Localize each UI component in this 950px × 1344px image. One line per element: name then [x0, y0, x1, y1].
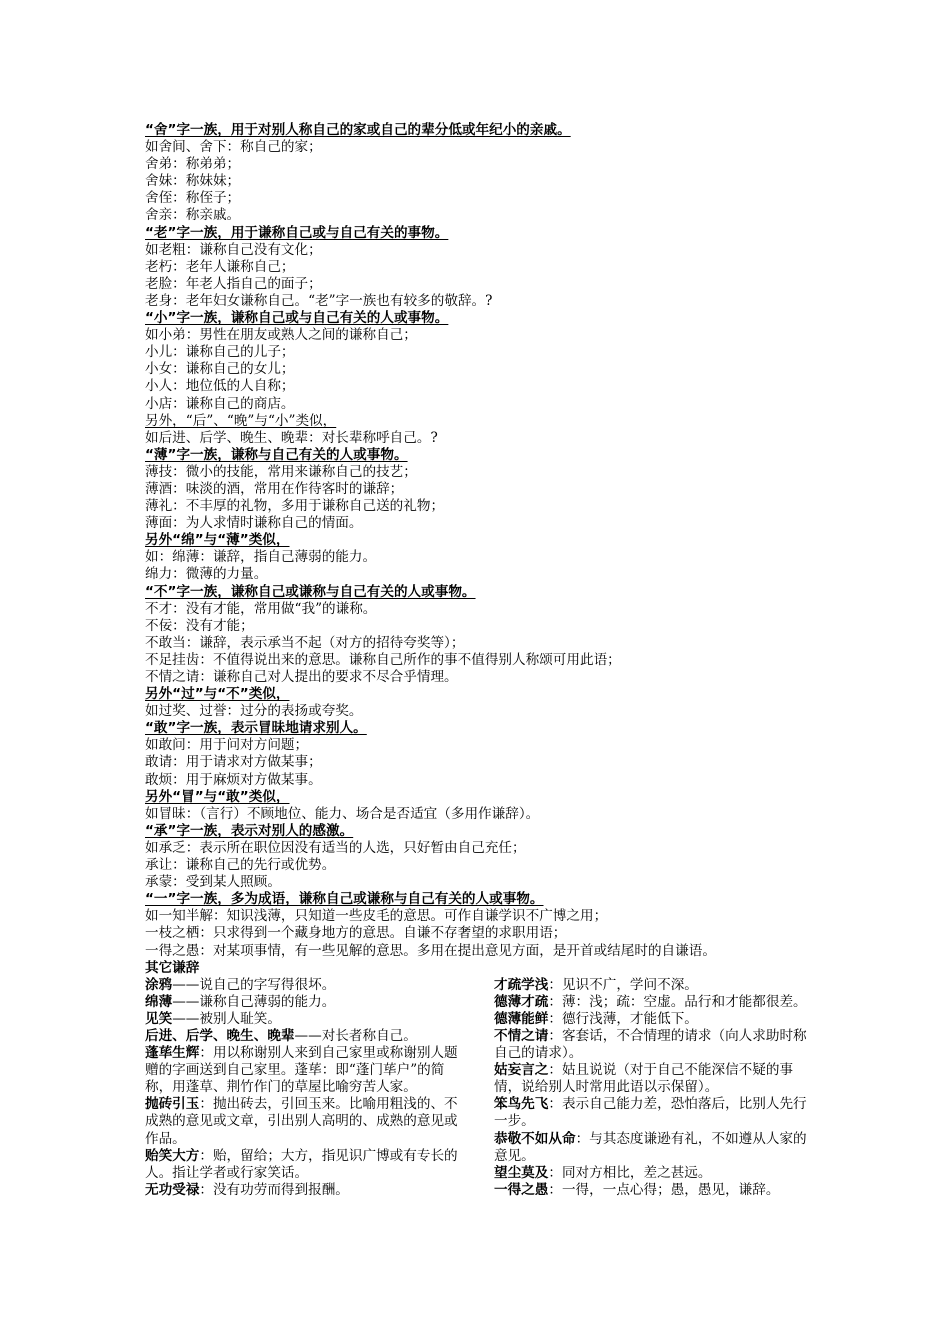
humble-word-definition: ：一得，一点心得；愚，愚见，谦辞。: [548, 1181, 780, 1198]
humble-word-term: 绵薄: [145, 993, 173, 1010]
document-body: [145, 122, 825, 1199]
humble-word-entry: [494, 1165, 814, 1182]
left-column: [145, 977, 465, 1199]
humble-word-definition: ：抛出砖去，引回玉来。比喻用粗浅的、不成熟的意见或文章，引出别人高明的、成熟的意见或作品。: [145, 1096, 458, 1147]
text-line: 不情之请：谦称自己对人提出的要求不尽合乎情理。: [145, 669, 458, 685]
humble-word-term: 蓬荜生辉: [145, 1045, 200, 1062]
right-column: [494, 977, 814, 1199]
humble-word-term: 无功受禄: [145, 1181, 200, 1198]
text-line: 不才：没有才能，常用做“我”的谦称。: [145, 600, 377, 617]
text-line: 不敢当：谦辞，表示承当不起（对方的招待夸奖等）；: [145, 634, 465, 651]
section-heading: “敢”字一族，表示冒昧地请求别人。: [145, 720, 367, 737]
other-humble-words-columns: [145, 977, 825, 1199]
humble-word-term: 贻笑大方: [145, 1147, 200, 1164]
humble-word-definition: ：姑且说说（对于自己不能深信不疑的事情，说给别人时常用此语以示保留）。: [494, 1062, 794, 1096]
text-line: 薄酒：味淡的酒，常用在作待客时的谦辞；: [145, 480, 404, 497]
humble-word-entry: [494, 1182, 814, 1199]
sub-heading: 另外“绵”与“薄”类似，: [145, 532, 290, 549]
text-line: 舍侄：称侄子；: [145, 190, 241, 207]
text-line: 如承乏：表示所在职位因没有适当的人选，只好暂由自己充任；: [145, 839, 526, 856]
text-line: 老脸：年老人指自己的面子；: [145, 275, 322, 292]
humble-word-term: 不情之请: [494, 1027, 549, 1044]
sub-heading: 另外，“后”、“晚”与“小”类似，: [145, 412, 337, 429]
humble-word-term: 见笑: [145, 1010, 173, 1027]
humble-word-entry: [145, 1096, 465, 1147]
humble-word-entry: [494, 1131, 814, 1165]
humble-word-entry: [494, 1062, 814, 1096]
text-line: 舍弟：称弟弟；: [145, 156, 241, 173]
text-line: 如后进、后学、晚生、晚辈：对长辈称呼自己。?: [145, 429, 438, 446]
humble-word-entry: [145, 1011, 465, 1028]
text-line: 舍妹：称妹妹；: [145, 173, 241, 190]
humble-word-term: 德薄能鲜: [494, 1010, 549, 1027]
humble-word-definition: ：见识不广，学问不深。: [548, 976, 698, 993]
text-line: 小儿：谦称自己的儿子；: [145, 344, 295, 361]
humble-word-definition: ——谦称自己薄弱的能力。: [172, 993, 336, 1010]
humble-word-term: 姑妄言之: [494, 1062, 549, 1079]
humble-word-entry: [494, 1028, 814, 1062]
humble-word-definition: ：表示自己能力差，恐怕落后，比别人先行一步。: [494, 1096, 807, 1130]
humble-word-term: 一得之愚: [494, 1181, 549, 1198]
text-line: 承让：谦称自己的先行或优势。: [145, 857, 336, 874]
humble-word-definition: ：德行浅薄，才能低下。: [548, 1010, 698, 1027]
section-heading: “不”字一族，谦称自己或谦称与自己有关的人或事物。: [145, 583, 476, 600]
humble-word-entry: [494, 994, 814, 1011]
section-heading: “一”字一族，多为成语，谦称自己或谦称与自己有关的人或事物。: [145, 891, 544, 908]
section-heading: “舍”字一族，用于对别人称自己的家或自己的辈分低或年纪小的亲戚。: [145, 122, 571, 138]
text-line: 如：绵薄：谦辞，指自己薄弱的能力。: [145, 549, 377, 566]
humble-word-definition: ：薄：浅；疏：空虚。品行和才能都很差。: [548, 993, 807, 1010]
text-line: 不足挂齿：不值得说出来的意思。谦称自己所作的事不值得别人称颂可用此语；: [145, 651, 621, 668]
text-line: 如老粗：谦称自己没有文化；: [145, 241, 322, 258]
humble-word-entry: [494, 977, 814, 994]
text-line: 如舍间、舍下：称自己的家；: [145, 139, 322, 156]
text-line: 如过奖、过誉：过分的表扬或夸奖。: [145, 703, 363, 720]
humble-word-term: 望尘莫及: [494, 1164, 549, 1181]
humble-word-entry: [145, 977, 465, 994]
text-line: 如一知半解：知识浅薄，只知道一些皮毛的意思。可作自谦学识不广博之用；: [145, 908, 608, 925]
text-line: 敢请：用于请求对方做某事；: [145, 754, 322, 771]
humble-word-definition: ：用以称谢别人来到自己家里或称谢别人题赠的字画送到自己家里。蓬荜：即“蓬门荜户”的简称，用蓬草、荆竹作门的草屋比喻穷苦人家。: [145, 1045, 458, 1096]
text-line: 薄礼：不丰厚的礼物，多用于谦称自己送的礼物；: [145, 498, 445, 515]
humble-word-definition: ——说自己的字写得很坏。: [172, 976, 336, 993]
text-line: 承蒙：受到某人照顾。: [145, 874, 281, 891]
humble-word-definition: ——对长者称自己。: [294, 1027, 417, 1044]
humble-word-definition: ：同对方相比，差之甚远。: [548, 1164, 712, 1181]
humble-word-term: 恭敬不如从命: [494, 1130, 576, 1147]
humble-word-entry: [145, 1182, 465, 1199]
main-text-blocks: [145, 122, 825, 960]
text-line: 如敢问：用于问对方问题；: [145, 737, 309, 754]
text-line: 老身：老年妇女谦称自己。“老”字一族也有较多的敬辞。?: [145, 292, 493, 309]
humble-word-definition: ：客套话，不合情理的请求（向人求助时称自己的请求）。: [494, 1027, 807, 1062]
humble-word-definition: ——被别人耻笑。: [172, 1010, 281, 1027]
section-heading: “小”字一族，谦称自己或与自己有关的人或事物。: [145, 310, 449, 327]
text-line: 如冒昧：（言行）不顾地位、能力、场合是否适宜（多用作谦辞）。: [145, 805, 540, 822]
text-line: 老朽：老年人谦称自己；: [145, 258, 295, 275]
sub-heading: 另外“冒”与“敢”类似，: [145, 788, 290, 805]
text-line: 薄面：为人求情时谦称自己的情面。: [145, 515, 363, 532]
section-heading: “薄”字一族，谦称与自己有关的人或事物。: [145, 446, 408, 463]
humble-word-entry: [494, 1011, 814, 1028]
text-line: 舍亲：称亲戚。: [145, 207, 241, 224]
humble-word-entry: [494, 1096, 814, 1130]
text-line: 不佞：没有才能；: [145, 617, 254, 634]
section-heading: “老”字一族，用于谦称自己或与自己有关的事物。: [145, 224, 449, 241]
humble-word-definition: ：没有功劳而得到报酬。: [199, 1181, 349, 1198]
text-line: 一枝之栖：只求得到一个藏身地方的意思。自谦不存奢望的求职用语；: [145, 925, 567, 942]
sub-heading: 另外“过”与“不”类似，: [145, 686, 290, 703]
text-line: 薄技：微小的技能，常用来谦称自己的技艺；: [145, 463, 417, 480]
humble-word-definition: ：与其态度谦逊有礼，不如遵从人家的意见。: [494, 1130, 807, 1164]
humble-word-term: 笨鸟先飞: [494, 1096, 549, 1113]
humble-word-definition: ：贻，留给；大方，指见识广博或有专长的人。指让学者或行家笑话。: [145, 1147, 458, 1181]
section-heading: “承”字一族，表示对别人的感激。: [145, 822, 354, 839]
humble-word-entry: [145, 994, 465, 1011]
text-line: 小人：地位低的人自称；: [145, 378, 295, 395]
text-line: 小女：谦称自己的女儿；: [145, 361, 295, 378]
humble-word-term: 才疏学浅: [494, 976, 549, 993]
other-humble-words-title: 其它谦辞: [145, 959, 200, 976]
humble-word-entry: [145, 1148, 465, 1182]
humble-word-term: 抛砖引玉: [145, 1096, 200, 1113]
humble-word-term: 德薄才疏: [494, 993, 549, 1010]
humble-word-term: 后进、后学、晚生、晚辈: [145, 1027, 295, 1044]
humble-word-entry: [145, 1045, 465, 1096]
text-line: 一得之愚：对某项事情，有一些见解的意思。多用在提出意见方面，是开首或结尾时的自谦语。: [145, 942, 716, 959]
humble-word-entry: [145, 1028, 465, 1045]
humble-word-term: 涂鸦: [145, 976, 173, 993]
text-line: 绵力：微薄的力量。: [145, 566, 268, 583]
text-line: 敢烦：用于麻烦对方做某事。: [145, 771, 322, 788]
text-line: 如小弟：男性在朋友或熟人之间的谦称自己；: [145, 327, 417, 344]
text-line: 小店：谦称自己的商店。: [145, 395, 295, 412]
